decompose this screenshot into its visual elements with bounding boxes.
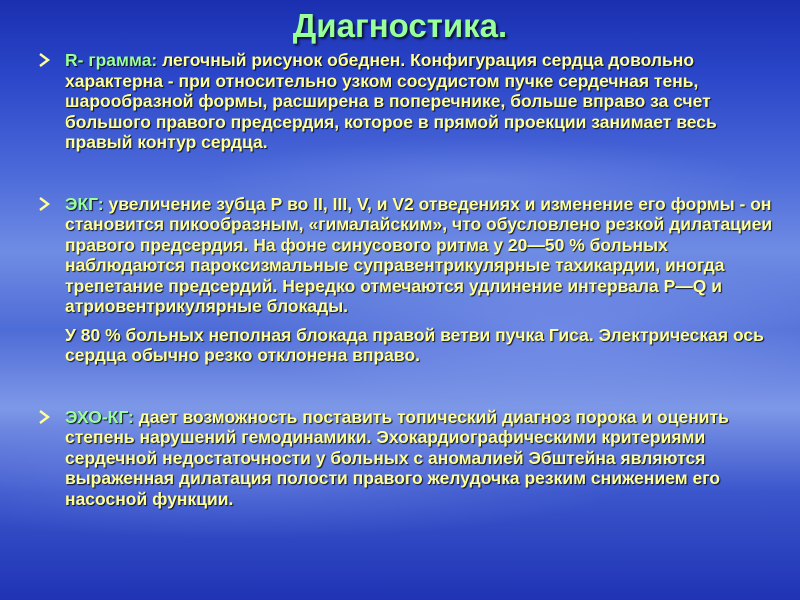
- bullet-text: увеличение зубца Р во II, III, V, и V2 отведениях и изменение его формы - он становится пикообразным, «гималайским», что обусловлено резкой дилатациеи правого предсердия. На фоне синусового ритма у 20—50 % больных наблюдаются пароксизмальные суправентрикулярные тахикардии, иногда трепетание предсердий. Нередко отмечаются удлинение интервала Р—Q и атриовентрикулярные блокады.: [65, 193, 773, 316]
- bullet-term: ЭХО-КГ:: [65, 406, 134, 427]
- slide-body: [36, 50, 784, 509]
- spacer: [36, 317, 784, 325]
- bullet-item-ecg: [36, 194, 784, 317]
- bullet-term: ЭКГ:: [65, 193, 104, 214]
- bullet-text: легочный рисунок обеднен. Конфигурация сердца довольно характерна - при относительно узком сосудистом пучке сердечная тень, шарообразной формы, расширена в поперечнике, больше вправо за счет большого правого предсердия, которое в прямой проекции занимает весь правый контур сердца.: [65, 50, 717, 152]
- spacer: [36, 366, 784, 407]
- bullet-text: дает возможность поставить топический диагноз порока и оценить степень нарушений гемодинамики. Эхокардиографическими критериями сердечной недостаточности у больных с аномалией Эбштейна являются выраженная дилатация полости правого желудочка резким снижением его насосной функции.: [65, 406, 729, 509]
- bullet-term: R- грамма:: [65, 50, 158, 70]
- slide-title: Диагностика.: [292, 7, 508, 44]
- arrow-bullet-icon: [36, 194, 54, 214]
- arrow-bullet-icon: [36, 50, 54, 70]
- bullet-item-xray: [36, 50, 784, 153]
- spacer: [36, 153, 784, 194]
- arrow-bullet-icon: [36, 407, 54, 427]
- bullet-continuation: У 80 % больных неполная блокада правой ветви пучка Гиса. Электрическая ось сердца обычно резко отклонена вправо.: [65, 324, 764, 365]
- bullet-item-echo: [36, 407, 784, 510]
